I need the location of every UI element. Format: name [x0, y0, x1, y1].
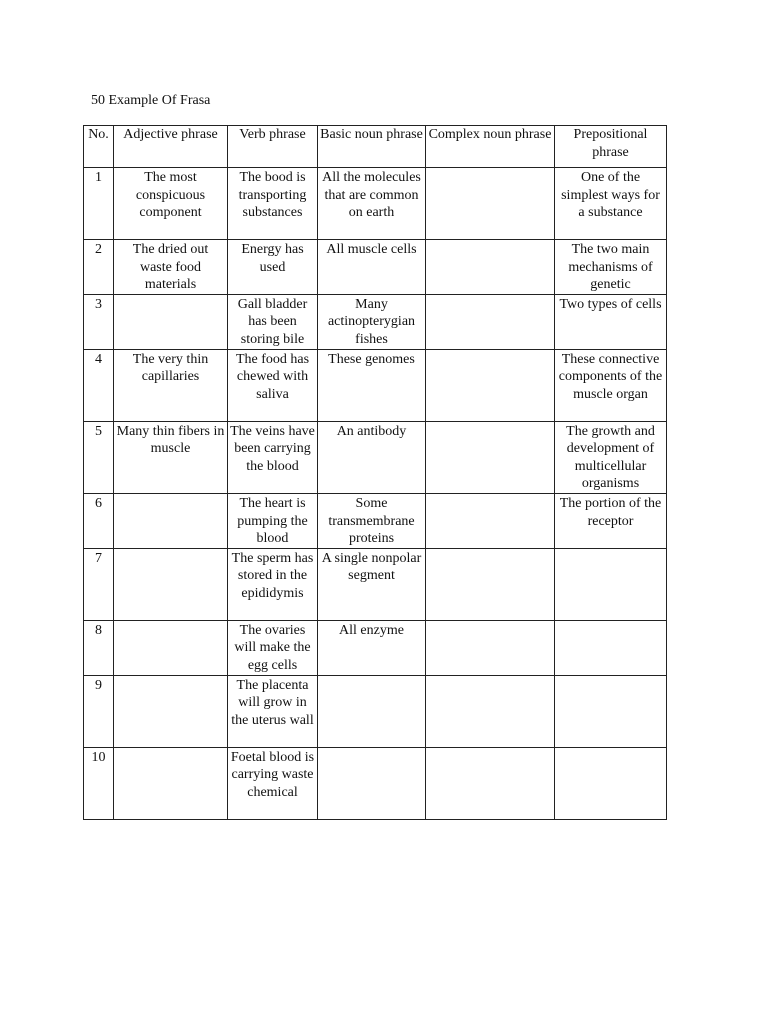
basic-noun-phrase-cell: All the molecules that are common on earth — [318, 168, 426, 240]
table-row — [84, 240, 667, 295]
row-number: 2 — [84, 240, 114, 295]
table-row — [84, 421, 667, 493]
adjective-phrase-cell — [114, 548, 228, 620]
basic-noun-phrase-cell: A single nonpolar segment — [318, 548, 426, 620]
row-number: 6 — [84, 493, 114, 548]
complex-noun-phrase-cell — [426, 620, 555, 675]
table-row — [84, 620, 667, 675]
basic-noun-phrase-cell: Many actinopterygian fishes — [318, 294, 426, 349]
verb-phrase-cell: The food has chewed with saliva — [228, 349, 318, 421]
document-title: 50 Example Of Frasa — [91, 93, 211, 108]
verb-phrase-cell: The sperm has stored in the epididymis — [228, 548, 318, 620]
prepositional-phrase-cell: Two types of cells — [555, 294, 667, 349]
verb-phrase-cell: The placenta will grow in the uterus wall — [228, 675, 318, 747]
basic-noun-phrase-cell: All enzyme — [318, 620, 426, 675]
phrase-examples-table — [83, 125, 667, 820]
prepositional-phrase-cell: The growth and development of multicellular organisms — [555, 421, 667, 493]
header-no: No. — [84, 126, 114, 168]
header-prepositional-phrase: Prepositional phrase — [555, 126, 667, 168]
complex-noun-phrase-cell — [426, 548, 555, 620]
table-row — [84, 548, 667, 620]
prepositional-phrase-cell: The portion of the receptor — [555, 493, 667, 548]
verb-phrase-cell: The bood is transporting substances — [228, 168, 318, 240]
row-number: 1 — [84, 168, 114, 240]
basic-noun-phrase-cell: Some transmembrane proteins — [318, 493, 426, 548]
complex-noun-phrase-cell — [426, 675, 555, 747]
verb-phrase-cell: The ovaries will make the egg cells — [228, 620, 318, 675]
prepositional-phrase-cell: The two main mechanisms of genetic — [555, 240, 667, 295]
basic-noun-phrase-cell: An antibody — [318, 421, 426, 493]
complex-noun-phrase-cell — [426, 294, 555, 349]
verb-phrase-cell: The heart is pumping the blood — [228, 493, 318, 548]
row-number: 4 — [84, 349, 114, 421]
complex-noun-phrase-cell — [426, 349, 555, 421]
adjective-phrase-cell: The most conspicuous component — [114, 168, 228, 240]
complex-noun-phrase-cell — [426, 168, 555, 240]
row-number: 7 — [84, 548, 114, 620]
complex-noun-phrase-cell — [426, 240, 555, 295]
header-complex-noun-phrase: Complex noun phrase — [426, 126, 555, 168]
verb-phrase-cell: Gall bladder has been storing bile — [228, 294, 318, 349]
adjective-phrase-cell — [114, 747, 228, 819]
table-row — [84, 675, 667, 747]
verb-phrase-cell: Energy has used — [228, 240, 318, 295]
adjective-phrase-cell — [114, 493, 228, 548]
adjective-phrase-cell: Many thin fibers in muscle — [114, 421, 228, 493]
basic-noun-phrase-cell: These genomes — [318, 349, 426, 421]
header-basic-noun-phrase: Basic noun phrase — [318, 126, 426, 168]
prepositional-phrase-cell — [555, 548, 667, 620]
row-number: 8 — [84, 620, 114, 675]
verb-phrase-cell: Foetal blood is carrying waste chemical — [228, 747, 318, 819]
row-number: 10 — [84, 747, 114, 819]
adjective-phrase-cell: The very thin capillaries — [114, 349, 228, 421]
row-number: 9 — [84, 675, 114, 747]
table-row — [84, 747, 667, 819]
basic-noun-phrase-cell: All muscle cells — [318, 240, 426, 295]
table-row — [84, 168, 667, 240]
verb-phrase-cell: The veins have been carrying the blood — [228, 421, 318, 493]
prepositional-phrase-cell: These connective components of the muscle organ — [555, 349, 667, 421]
table-header-row — [84, 126, 667, 168]
adjective-phrase-cell: The dried out waste food materials — [114, 240, 228, 295]
adjective-phrase-cell — [114, 675, 228, 747]
complex-noun-phrase-cell — [426, 493, 555, 548]
row-number: 5 — [84, 421, 114, 493]
table-row — [84, 493, 667, 548]
basic-noun-phrase-cell — [318, 747, 426, 819]
prepositional-phrase-cell — [555, 620, 667, 675]
table-row — [84, 349, 667, 421]
row-number: 3 — [84, 294, 114, 349]
prepositional-phrase-cell: One of the simplest ways for a substance — [555, 168, 667, 240]
prepositional-phrase-cell — [555, 747, 667, 819]
complex-noun-phrase-cell — [426, 747, 555, 819]
header-verb-phrase: Verb phrase — [228, 126, 318, 168]
adjective-phrase-cell — [114, 294, 228, 349]
header-adjective-phrase: Adjective phrase — [114, 126, 228, 168]
table-row — [84, 294, 667, 349]
adjective-phrase-cell — [114, 620, 228, 675]
prepositional-phrase-cell — [555, 675, 667, 747]
basic-noun-phrase-cell — [318, 675, 426, 747]
complex-noun-phrase-cell — [426, 421, 555, 493]
